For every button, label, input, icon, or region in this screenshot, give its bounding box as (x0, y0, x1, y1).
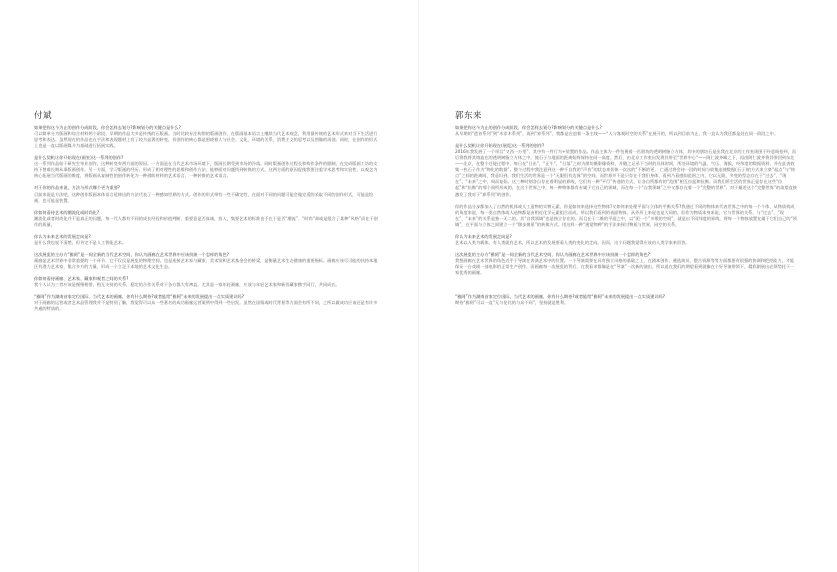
right-page (419, 0, 837, 572)
question: 你认为未来艺术的发展走向是? (455, 233, 512, 239)
question: 是什么契机让你开始现在(画室)这一系列的创作? (34, 155, 124, 161)
qa-block (455, 234, 798, 246)
question: 如果把你这今为止的创作分成阶段，你会怎样去划分?影响划分的关键点是什么? (34, 125, 181, 130)
artist-name: 付斌 (34, 111, 53, 121)
question: 这次展览的主办方“雅阿”是一间全新的当代艺术空间，你认为画廊在艺术世界中应该扮演一个怎样的角色? (455, 251, 651, 257)
question: 对于你的作品来说，方法与形式哪个更为重要? (34, 185, 120, 191)
answer: 画廊是艺术世界中非常重要的一个环节，它不仅仅是展览的物理空间，也是连接艺术家与藏家、美术馆和艺术基金会的桥梁，是衡量艺术生态健康的重要指标。画廊应该尽可能的扶持本地区有潜力艺术家，集合多方的力量，形成一个立足于本地的艺术文化生态。 (34, 258, 378, 270)
answer: 目前来说是方法吧，这种创作版画本体语言延伸出的方法代表了一种感知世界的方式。创作的形式带有一些不确定性，在面对不同的问题可能会做完适的采取不同的创作形式，可能是绘画，也可能是装置。 (34, 191, 374, 203)
question: 你如何看待艺术的潮流化或时尚化? (34, 209, 100, 215)
question: “雅阿”作为湖南首家定位国际、当代艺术的画廊，你有什么期待?或者能给“雅阿”未来的发展提出一点实质建议吗? (34, 294, 244, 300)
qa-block (34, 276, 378, 288)
qa-block (455, 125, 798, 137)
question: 是什么契机让你开始现在(展览)这一系列的创作? (455, 143, 545, 149)
answer: 你的作品分步都加入了自然的机体或人工造物的实物元素，你是如何来选择这些物体?又如何来处理平面与立体的平衡关系?我通过不同的物体来代表世界之中的每一个个体，从物质构成的角度来说，每一类自然体或人造物都是由相近化学元素组合而成，所以我们看到的表面物体，从外形上来说也是大同的。但作为物质本身来说，它与世界的关系，与“过去”、“现在”、“未来”的关系是独一无二的。其“自我领域”也是独立存在的。而且在于二维的平面之中，以“团一个”多维的空间”，就是出不同纬度的界线，将每一个物体放置在属于它们自己的“领域”，在平面与立体之间建立一个“移步换景”的转换方式。用这样一种“视觉物种”的手法来探讨物质与世界，同空的关系。 (455, 203, 797, 227)
qa-block (455, 252, 798, 276)
answer: 是什么我也说不清楚，但肯定不是人工智能艺术。 (34, 239, 127, 245)
answer: 期待“雅阿”可以一直“无与伦比的与众不同”，坚持就是胜利。 (455, 300, 569, 306)
qa-block (34, 234, 378, 246)
artist-name: 郭东来 (455, 111, 483, 121)
qa-block (34, 125, 378, 149)
answer: 潮流化或者时尚化并不是真正的问题，每一代人都有不同的成长经验和价值判断，重要意是否真诚，投入，集要艺术的标准也不在于是否“潮流”、“时尚”却或是组合了某种“风格”而在于创作的质量。 (34, 215, 378, 227)
qa-block (34, 155, 378, 179)
question: 如果把你这今为止的创作分成阶段，你会怎样去划分?影响划分的关键点是什么? (455, 125, 602, 130)
answer: 对于画廊的运营或者艺术品管理我并不是特别了解，我觉得可以从一些著名的成功画廊运营案例中得到一些启发。虽然在国情或时代背景等方面会有所不同，之所以做成功应该还是有许多共通的特质的。 (34, 300, 378, 312)
left-page (0, 0, 418, 572)
answer: 我想画廊在艺术世界的角色近乎于导演在表演艺术中的位置。一个导演需要在具有独立风格的基础之上，在剧本创作、遴选演员、整合资源等等方面都要有很强的协调和把控能力，才能保证一台戏剧一部电影的正常生产创作，而画廊每一次展览的背后，在我看来都像是在“导演”一次新的演出，所以说在我们的期望看到就像在个好导演带领下，精彩剧展出必须势托于一家优秀的画廊。 (455, 258, 795, 276)
qa-block (455, 204, 798, 228)
answer: 我个人认为三者应该是慢慢相惜，相互支持的关系，稳定的合作关系对于各方都大有裨益。尤其是一家年轻画廊，应该与年轻艺术家和新晋藏家携手同行，共同成长。 (34, 282, 340, 288)
answer: 从早期的“遗首系列”到“木非木系列”，再到“界系列”，我都是在追着一条主线——“人与客观时空的关系”在展开的，所以到目前为止，我一直认为我还都是处在同一阶段之中。 (455, 131, 779, 137)
qa-block (455, 143, 798, 197)
question: “雅阿”作为湖南首家定位国际、当代艺术的画廊，你有什么期待?或者能给“雅阿”未来的发展提出一点实质建议吗? (455, 294, 665, 300)
qa-block (34, 210, 378, 228)
question: 你认为未来艺术的发展走向是? (34, 233, 91, 239)
interview-body (455, 125, 798, 312)
question: 你如何看待画廊、艺术家、藏家和观者之间的关系? (34, 276, 129, 282)
question: 这次展览的主办方“雅阿”是一间全新的当代艺术空间，你认为画廊在艺术世界中应该扮演一个怎样的角色? (34, 251, 230, 257)
answer: 2016年我发展了一个项目“又西一万里”，其中有一件行为+装置的作品。作品主体为一件包裹着一匹朋坊的透明树脂立方体，其中的朋坊石是出我在北京的工作室周围不经意间拾到，而后将我将其铸造在的透明树脂立方体之中，使石子与地面的距离始终保持在同一高度。然后，由北京工作室出发将其带至“世界中心”——阿仁波齐峰之下，再由阿仁波齐将其带回到东北——北京，在整个迁徙过程中，每日在“日出”，“正午”，“日落”之时为朋坊摄影像资料，并随之记录下当时的具体时间，所处环境的气温、气压、海拔，经纬度的数据资料，并在此表收集一枚石子作为“物化的数据”。整个过程中我注意到这一种千自我的“声音”的状态来切体一次次的“不断的更。 亡通过将会待一段的时间与收集迫使数据(石子)的方式来立豪“起点”与“终点”之间的距离间，我意识到，我们生活的世界是一个“无限恒有边界”的空间，而世界并不是只存在于我们身体，看到乃看感知范围之内，它以无限，多变的型态存在于“过去”、“现在”、“未来”之中，周而复始。这三种时刻各自存在着明显的界线，它们有一种“平行”传递的方式，让各自所都有的“范围”相互拉起和抗衡。而我们所生活的世界正是存在这些“拉起”和“抗衡”的那个间所形成的。在这个世界之中，每一种物体都有专属于它自己的领域，而在每一个“自我领域”之中又都存在着一个“完整的世界”，对于描述这个“完整世界”的欲望直接激发了我对于“界系列”的创作。 (455, 149, 797, 197)
answer: 这一系列作品始于研究生毕业创作，这种转变有两方面的原因。一方面是在当代艺术市场环境下，版画长期受到市场的冷落。同时版画创作过程长和构作条件的限制，在完成版画工坊的支持下曾难长期从事版画创作。另一方面，学习版画的经历，形成了相对理性的思维和创作方法，能够面对问题找到转换的方式。这两方面的原因促使我要注重学术思考和实验性，以观念为核心拓展当代版画的维度，将版画从复制性的创作转化为一种借助材料的艺术语言，一种转换的艺术语言。 (34, 161, 378, 179)
qa-block (455, 294, 798, 306)
interview-body (34, 125, 378, 319)
qa-block (34, 252, 378, 270)
answer: 可以简单分为版画和综合材料两个阶段。早期的作品大多是传统的石版画。当时比较专注构图的版画创作，在版画基本语言上继续当代艺术观念，利用最传统的艺术形式来对当下生活进行思考和表达。虽然现在的作品也在手法和表现题材上有了较为显著的转变，但创作的核心都是围绕着人与社会、文化、环境的关系，消费主义的思考以及图像的再创。同时，在创作的形式上也是一直以版画媒介为基础进行拓展实践。 (34, 131, 378, 149)
qa-block (34, 185, 378, 203)
qa-block (34, 294, 378, 312)
answer: 艺术以人类为载体，有人类就有艺术，所以艺术的发展要看人类的变化的走向。因而，这个问题我觉得应该由人类学家来回答。 (455, 239, 690, 245)
